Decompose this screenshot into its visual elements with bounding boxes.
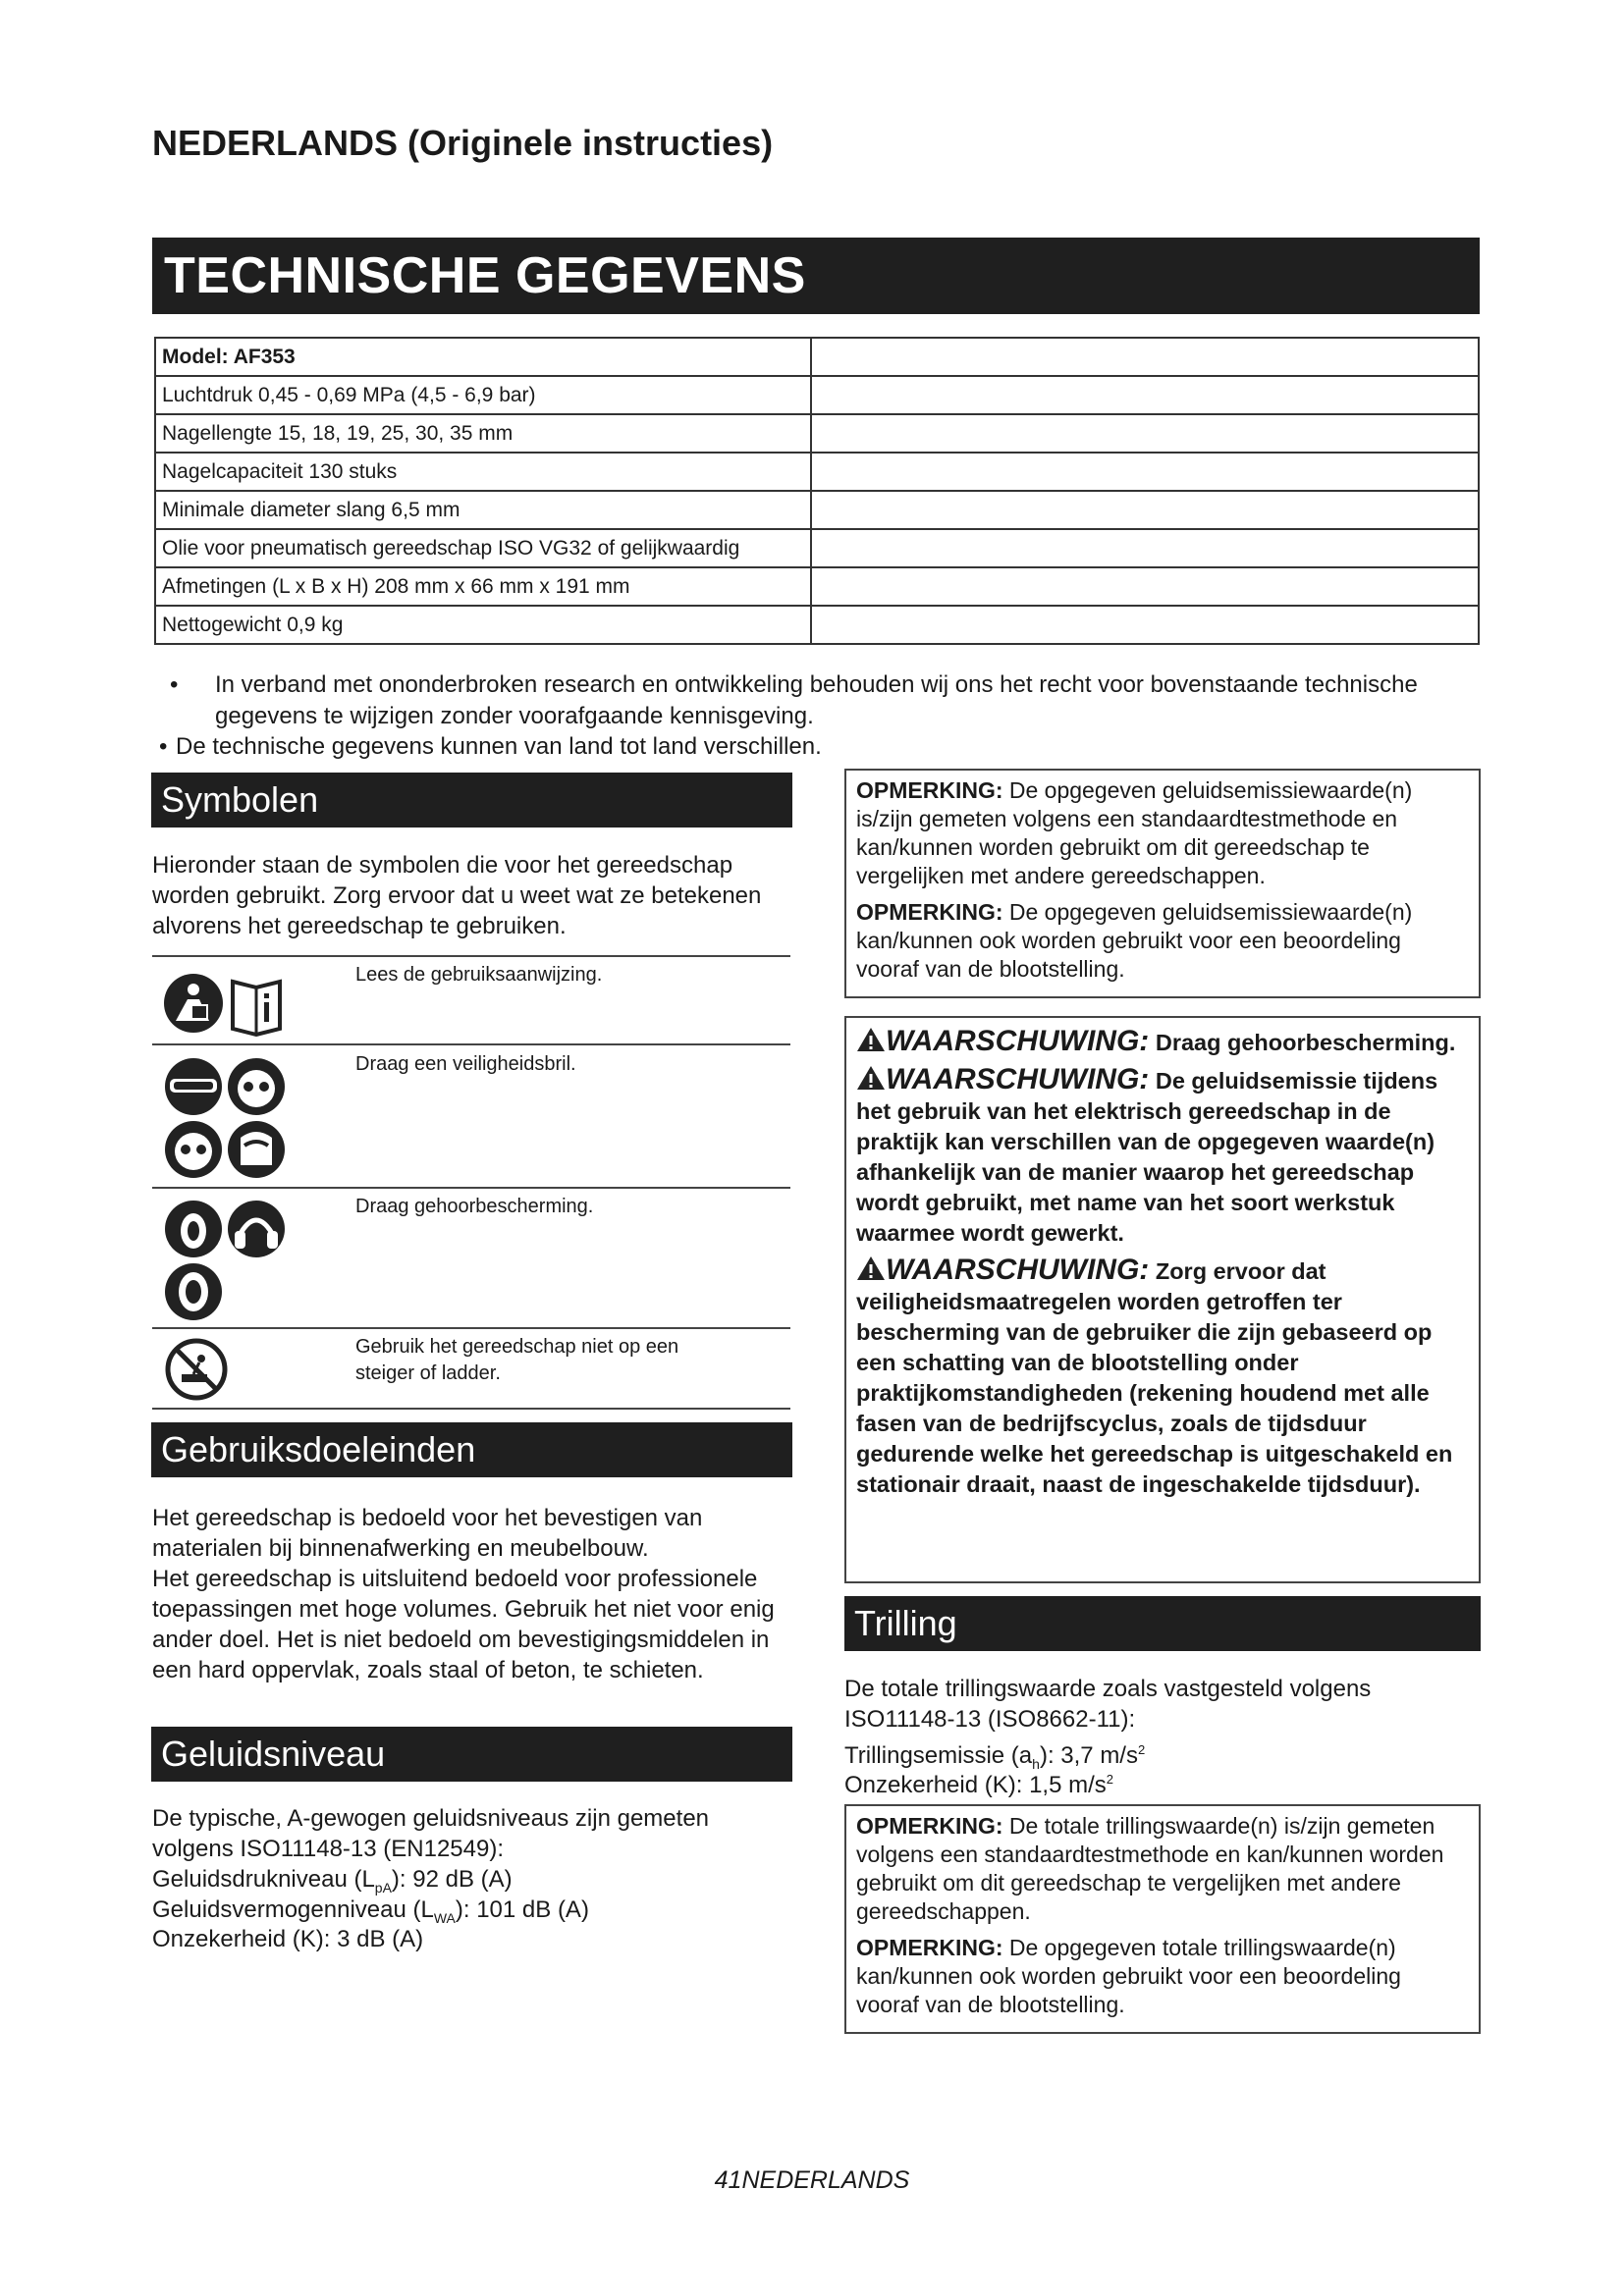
warning-triangle-icon [856,1255,886,1281]
intended-use-p1: Het gereedschap is bedoeld voor het bevestigen van materialen bij binnenafwerking en meubelbouw. [152,1505,703,1562]
spec-cell: Nagellengte 15, 18, 19, 25, 30, 35 mm [155,414,811,453]
spec-cell: Luchtdruk 0,45 - 0,69 MPa (4,5 - 6,9 bar) [155,376,811,414]
spec-table [154,337,1480,645]
page-number: 41 [714,2166,742,2194]
spec-cell: Nettogewicht 0,9 kg [155,606,811,644]
spec-cell-empty [811,453,1479,491]
table-row [155,567,1479,606]
safety-glasses-icon [162,1055,290,1183]
warning-triangle-icon [856,1065,886,1091]
sound-power-level: Geluidsvermogenniveau $(L_{WA})$: 101 dB (A) [152,1896,589,1926]
vibration-note-1: OPMERKING: De totale trillingswaarde(n) is/zijn gemeten volgens een standaardtestmethode en kan/kunnen worden gebruikt om dit gereedschap te vergelijken met andere gereedschappen. [856,1813,1444,1924]
noise-notes-box [844,769,1481,998]
read-manual-icon [162,970,309,1037]
bullet-dot: • [170,671,179,698]
warning-3: WAARSCHUWING: Zorg ervoor dat veiligheidsmaatregelen worden getroffen ter bescherming van de gebruiker die zijn gebaseerd op een schatting van de blootstelling onder praktijkomstandigheden (rekening houdend met alle fasen van de bedrijfscyclus, zoals de tijdsduur gedurende welke het gereedschap is uitgeschakeld en stationair draait, naast de ingeschakelde tijdsduur). [856,1254,1453,1497]
table-row [155,606,1479,644]
symbol-safety-glasses-text: Draag een veiligheidsbril. [355,1053,576,1075]
noise-uncertainty: Onzekerheid (K): 3 dB (A) [152,1926,424,1952]
vibration-notes-box [844,1804,1481,2034]
symbols-heading: Symbolen [151,773,792,828]
sound-pressure-level: Geluidsdrukniveau $(L_{pA})$: 92 dB (A) [152,1866,513,1896]
vibration-uncertainty: Onzekerheid (K): 1,5 $m/s^2$ [844,1772,1113,1798]
spec-cell-empty [811,376,1479,414]
spec-cell-empty [811,567,1479,606]
divider [152,1327,790,1329]
divider [152,1408,790,1410]
warning-1: WAARSCHUWING: Draag gehoorbescherming. [856,1026,1469,1058]
ear-protection-icon [162,1198,290,1325]
warning-triangle-icon [856,1027,886,1052]
warning-2: WAARSCHUWING: De geluidsemissie tijdens het gebruik van het elektrisch gereedschap in de praktijk kan verschillen van de opgegeven waarde(n) afhankelijk van de manier waarop het gereedschap wordt gebruikt, met name van het soort werkstuk waarmee wordt gewerkt. [856,1063,1438,1246]
symbols-intro: Hieronder staan de symbolen die voor het gereedschap worden gebruikt. Zorg ervoor dat u weet wat ze betekenen alvorens het gereedschap te gebruiken. [152,852,762,939]
spec-cell: Nagelcapaciteit 130 stuks [155,453,811,491]
divider [152,1187,790,1189]
warnings-box [844,1016,1481,1583]
vibration-emission: Trillingsemissie $(a_h)$: 3,7 $m/s^2$ [844,1742,1146,1772]
table-row [155,491,1479,529]
noise-note-2: OPMERKING: De opgegeven geluidsemissiewaarde(n) kan/kunnen ook worden gebruikt voor een beoordeling vooraf van de blootstelling. [856,899,1413,982]
spec-note-bullet-1: In verband met ononderbroken research en ontwikkeling behouden wij ons het recht voor bovenstaande technische gegevens te wijzigen zonder voorafgaande kennisgeving. [215,671,1418,729]
bullet-dot: • [159,733,168,760]
table-row [155,414,1479,453]
spec-cell-empty [811,529,1479,567]
symbol-ear-protection-text: Draag gehoorbescherming. [355,1196,594,1217]
divider [152,1043,790,1045]
table-row [155,338,1479,376]
spec-cell-empty [811,491,1479,529]
intended-use-heading: Gebruiksdoeleinden [151,1422,792,1477]
spec-note-bullet-2: De technische gegevens kunnen van land tot land verschillen. [176,733,822,760]
footer-language: NEDERLANDS [741,2166,910,2194]
table-row [155,376,1479,414]
divider [152,955,790,957]
spec-cell-empty [811,414,1479,453]
spec-cell: Afmetingen (L x B x H) 208 mm x 66 mm x 191 mm [155,567,811,606]
no-ladder-icon [162,1335,231,1404]
intended-use-p2: Het gereedschap is uitsluitend bedoeld voor professionele toepassingen met hoge volumes. Gebruik het niet voor enig ander doel. Het is niet bedoeld om bevestigingsmiddelen in een hard oppervlak, zoals staal of beton, te schieten. [152,1566,775,1683]
tech-specs-heading: TECHNISCHE GEGEVENS [152,238,1480,314]
vibration-note-2: OPMERKING: De opgegeven totale trillingswaarde(n) kan/kunnen ook worden gebruikt voor een beoordeling vooraf van de blootstelling. [856,1935,1401,2017]
noise-note-1: OPMERKING: De opgegeven geluidsemissiewaarde(n) is/zijn gemeten volgens een standaardtestmethode en kan/kunnen worden gebruikt om dit gereedschap te vergelijken met andere gereedschappen. [856,777,1413,888]
spec-cell-empty [811,338,1479,376]
spec-cell: Model: AF353 [155,338,811,376]
spec-cell-empty [811,606,1479,644]
noise-intro: De typische, A-gewogen geluidsniveaus zijn gemeten volgens ISO11148-13 (EN12549): [152,1805,710,1862]
spec-cell: Olie voor pneumatisch gereedschap ISO VG32 of gelijkwaardig [155,529,811,567]
vibration-intro: De totale trillingswaarde zoals vastgesteld volgens ISO11148-13 (ISO8662-11): [844,1676,1372,1733]
spec-cell: Minimale diameter slang 6,5 mm [155,491,811,529]
noise-heading: Geluidsniveau [151,1727,792,1782]
symbol-read-manual-text: Lees de gebruiksaanwijzing. [355,964,603,986]
table-row [155,453,1479,491]
page-footer [0,2166,1624,2195]
symbol-no-ladder-text: Gebruik het gereedschap niet op een steiger of ladder. [355,1336,679,1384]
vibration-heading: Trilling [844,1596,1481,1651]
page-language-title: NEDERLANDS (Originele instructies) [152,123,774,163]
table-row [155,529,1479,567]
